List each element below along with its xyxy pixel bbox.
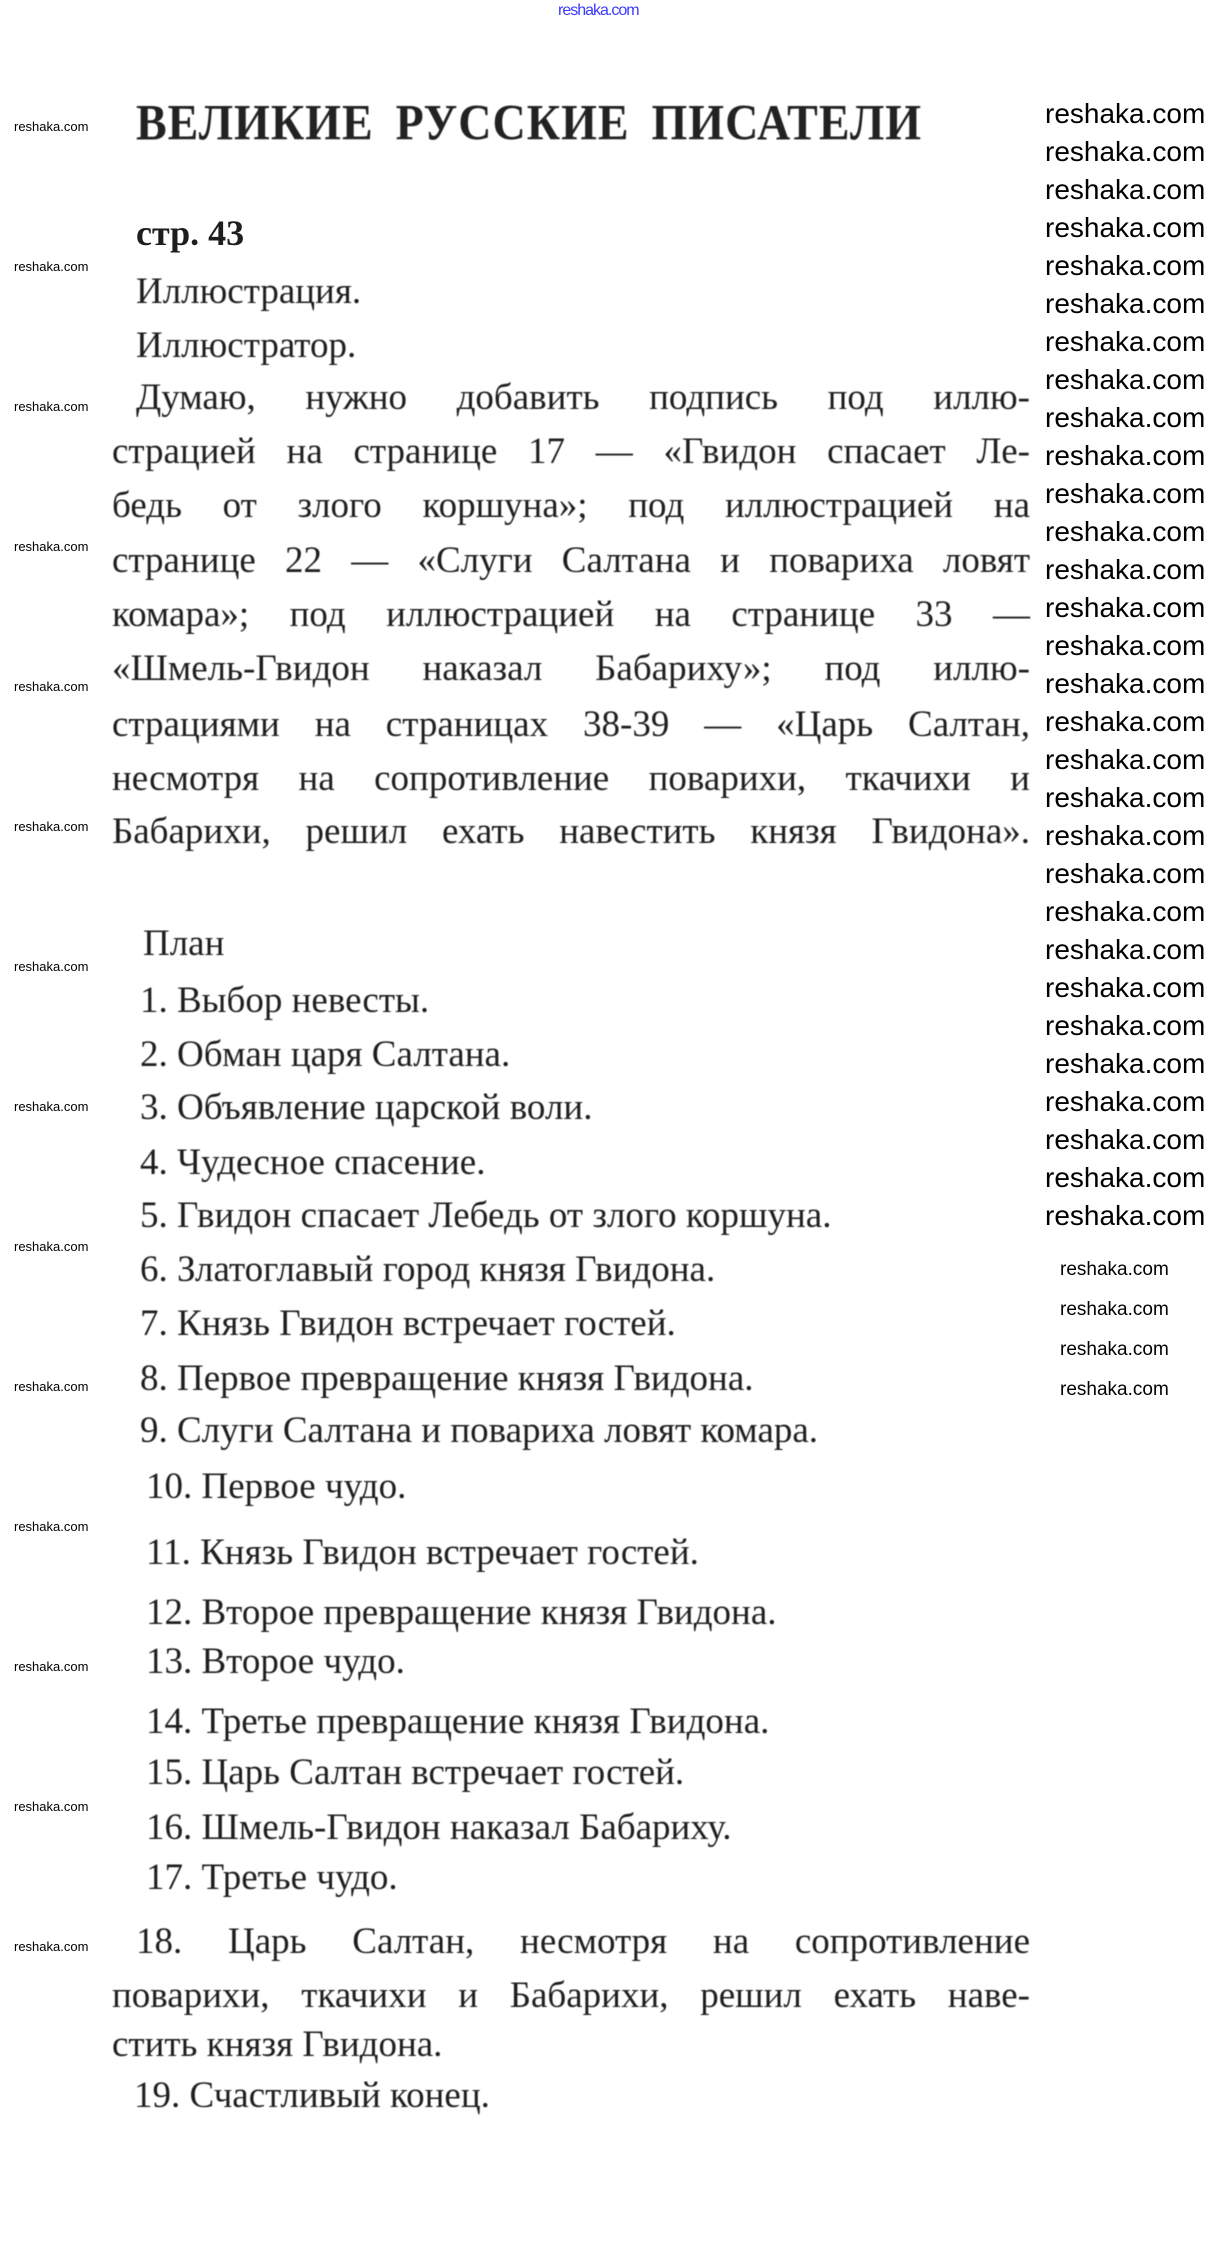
watermark: reshaka.com [14, 539, 89, 554]
watermark: reshaka.com [14, 1379, 89, 1394]
watermark: reshaka.com [1045, 440, 1206, 471]
watermark: reshaka.com [1045, 288, 1206, 319]
intro-line: Иллюстрация. [136, 271, 362, 312]
watermark: reshaka.com [1045, 744, 1206, 775]
watermark: reshaka.com [14, 819, 89, 834]
watermark: reshaka.com [1045, 554, 1206, 585]
watermark-top-link[interactable]: reshaka.com [558, 2, 639, 19]
page-title: ВЕЛИКИЕ РУССКИЕ ПИСАТЕЛИ [136, 94, 922, 151]
watermark: reshaka.com [1045, 896, 1206, 927]
plan-item: 13. Второе чудо. [146, 1641, 405, 1682]
watermark: reshaka.com [1045, 250, 1206, 281]
plan-item: 5. Гвидон спасает Лебедь от злого коршуна. [140, 1195, 832, 1236]
plan-item: 14. Третье превращение князя Гвидона. [146, 1701, 770, 1742]
plan-heading: План [143, 923, 225, 964]
watermark: reshaka.com [1045, 858, 1206, 889]
plan-item: 1. Выбор невесты. [140, 980, 430, 1021]
watermark: reshaka.com [1045, 212, 1206, 243]
watermark: reshaka.com [14, 1939, 89, 1954]
paragraph-line: странице 22 — «Слуги Салтана и повариха ловят [112, 540, 1030, 581]
plan-item: 7. Князь Гвидон встречает гостей. [140, 1303, 676, 1344]
plan-item: 18. Царь Салтан, несмотря на сопротивление [136, 1921, 1030, 1962]
plan-item: 4. Чудесное спасение. [140, 1142, 486, 1183]
watermark: reshaka.com [1045, 1086, 1206, 1117]
watermark: reshaka.com [14, 259, 89, 274]
watermark: reshaka.com [14, 399, 89, 414]
watermark: reshaka.com [1045, 364, 1206, 395]
paragraph-line: страцией на странице 17 — «Гвидон спасает Ле- [112, 431, 1030, 472]
watermark: reshaka.com [1045, 136, 1206, 167]
plan-item: поварихи, ткачихи и Бабарихи, решил ехать наве- [112, 1975, 1030, 2016]
watermark: reshaka.com [1045, 1010, 1206, 1041]
watermark: reshaka.com [1045, 1200, 1206, 1231]
watermark: reshaka.com [1045, 972, 1206, 1003]
watermark: reshaka.com [1045, 1124, 1206, 1155]
watermark: reshaka.com [1045, 516, 1206, 547]
paragraph-line: «Шмель-Гвидон наказал Бабариху»; под иллю- [112, 648, 1030, 689]
plan-item: 6. Златоглавый город князя Гвидона. [140, 1249, 716, 1290]
watermark: reshaka.com [14, 1659, 89, 1674]
watermark: reshaka.com [14, 1799, 89, 1814]
paragraph-line: Думаю, нужно добавить подпись под иллю- [136, 377, 1030, 418]
watermark: reshaka.com [1060, 1339, 1169, 1360]
plan-item: 17. Третье чудо. [146, 1857, 398, 1898]
watermark: reshaka.com [14, 1519, 89, 1534]
watermark: reshaka.com [1060, 1379, 1169, 1400]
paragraph-line: Бабарихи, решил ехать навестить князя Гвидона». [112, 811, 1030, 852]
plan-item: 8. Первое превращение князя Гвидона. [140, 1358, 754, 1399]
watermark: reshaka.com [14, 959, 89, 974]
watermark: reshaka.com [1045, 402, 1206, 433]
watermark: reshaka.com [1045, 478, 1206, 509]
watermark: reshaka.com [1045, 326, 1206, 357]
watermark: reshaka.com [1045, 782, 1206, 813]
paragraph-line: страциями на страницах 38-39 — «Царь Салтан, [112, 704, 1030, 745]
watermark: reshaka.com [1045, 98, 1206, 129]
watermark: reshaka.com [14, 119, 89, 134]
plan-item: 2. Обман царя Салтана. [140, 1034, 511, 1075]
plan-item: 15. Царь Салтан встречает гостей. [146, 1752, 685, 1793]
watermark: reshaka.com [1045, 668, 1206, 699]
watermark: reshaka.com [14, 679, 89, 694]
watermark: reshaka.com [14, 1099, 89, 1114]
paragraph-line: несмотря на сопротивление поварихи, ткачихи и [112, 758, 1030, 799]
watermark: reshaka.com [1045, 592, 1206, 623]
watermark: reshaka.com [1045, 1162, 1206, 1193]
watermark: reshaka.com [1060, 1299, 1169, 1320]
plan-item: 9. Слуги Салтана и повариха ловят комара. [140, 1410, 819, 1451]
intro-line: Иллюстратор. [136, 325, 357, 366]
plan-item: 11. Князь Гвидон встречает гостей. [146, 1532, 699, 1573]
plan-item: 10. Первое чудо. [146, 1466, 407, 1507]
plan-item: 19. Счастливый конец. [134, 2075, 490, 2116]
watermark: reshaka.com [1045, 706, 1206, 737]
plan-item: стить князя Гвидона. [112, 2024, 443, 2065]
watermark: reshaka.com [1045, 630, 1206, 661]
paragraph-line: бедь от злого коршуна»; под иллюстрацией на [112, 485, 1030, 526]
watermark: reshaka.com [14, 1239, 89, 1254]
watermark: reshaka.com [1045, 174, 1206, 205]
plan-item: 12. Второе превращение князя Гвидона. [146, 1592, 777, 1633]
plan-item: 16. Шмель-Гвидон наказал Бабариху. [146, 1807, 732, 1848]
page-reference: стр. 43 [136, 213, 245, 253]
paragraph-line: комара»; под иллюстрацией на странице 33 — [112, 594, 1030, 635]
watermark: reshaka.com [1045, 934, 1206, 965]
plan-item: 3. Объявление царской воли. [140, 1087, 593, 1128]
watermark: reshaka.com [1060, 1259, 1169, 1280]
watermark: reshaka.com [1045, 820, 1206, 851]
watermark: reshaka.com [1045, 1048, 1206, 1079]
